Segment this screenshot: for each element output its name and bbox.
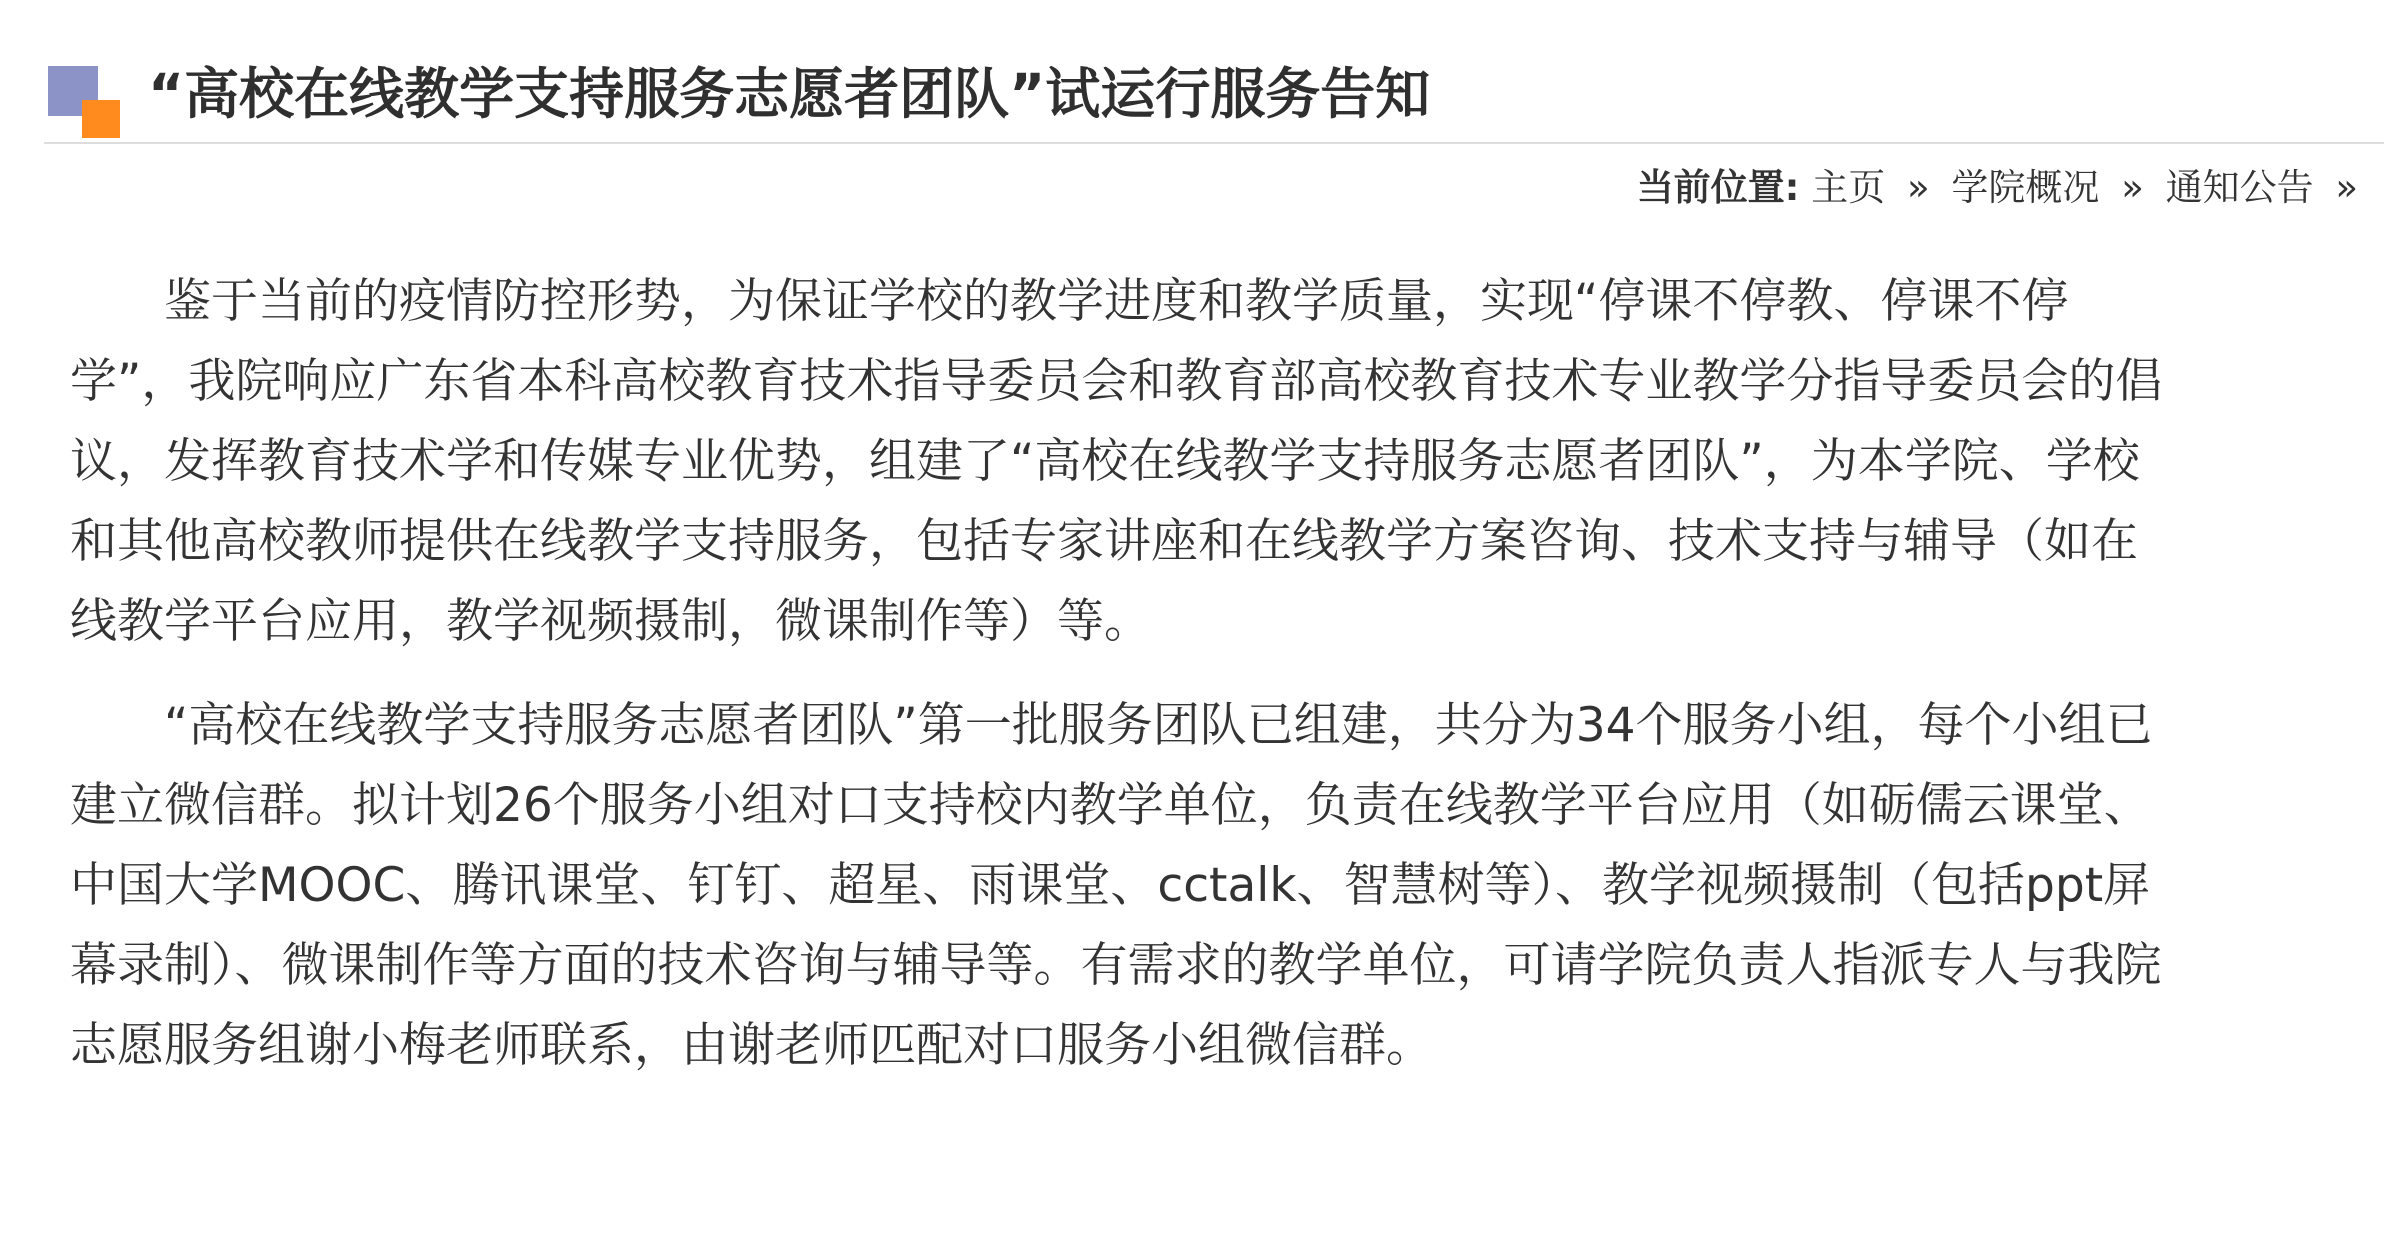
logo-orange-square: [82, 100, 120, 138]
breadcrumb-college-overview-link[interactable]: 学院概况: [1951, 166, 2100, 209]
breadcrumb-notices-link[interactable]: 通知公告: [2165, 166, 2314, 209]
section-logo-icon: [48, 66, 120, 138]
page-title: “高校在线教学支持服务志愿者团队”试运行服务告知: [148, 62, 1431, 126]
breadcrumb-separator: »: [2121, 166, 2144, 209]
breadcrumb-label: 当前位置:: [1636, 166, 1800, 209]
title-divider: [44, 142, 2384, 144]
breadcrumb-separator: »: [1907, 166, 1930, 209]
article-header: [44, 50, 2384, 142]
article-paragraph: 鉴于当前的疫情防控形势，为保证学校的教学进度和教学质量，实现“停课不停教、停课不停学”，我院响应广东省本科高校教育技术指导委员会和教育部高校教育技术专业教学分指导委员会的倡议，发挥教育技术学和传媒专业优势，组建了“高校在线教学支持服务志愿者团队”，为本学院、学校和其他高校教师提供在线教学支持服务，包括专家讲座和在线教学方案咨询、技术支持与辅导（如在线教学平台应用，教学视频摄制，微课制作等）等。: [70, 274, 2163, 649]
breadcrumb-home-link[interactable]: 主页: [1811, 166, 1886, 209]
article-paragraph: “高校在线教学支持服务志愿者团队”第一批服务团队已组建，共分为34个服务小组，每个小组已建立微信群。拟计划26个服务小组对口支持校内教学单位，负责在线教学平台应用（如砺儒云课堂、中国大学MOOC、腾讯课堂、钉钉、超星、雨课堂、cctalk、智慧树等）、教学视频摄制（包括ppt屏幕录制）、微课制作等方面的技术咨询与辅导等。有需求的教学单位，可请学院负责人指派专人与我院志愿服务组谢小梅老师联系，由谢老师匹配对口服务小组微信群。: [70, 698, 2162, 1073]
breadcrumb-separator: »: [2335, 166, 2358, 209]
breadcrumb: [1637, 160, 2368, 216]
article-body: [70, 262, 2180, 1086]
